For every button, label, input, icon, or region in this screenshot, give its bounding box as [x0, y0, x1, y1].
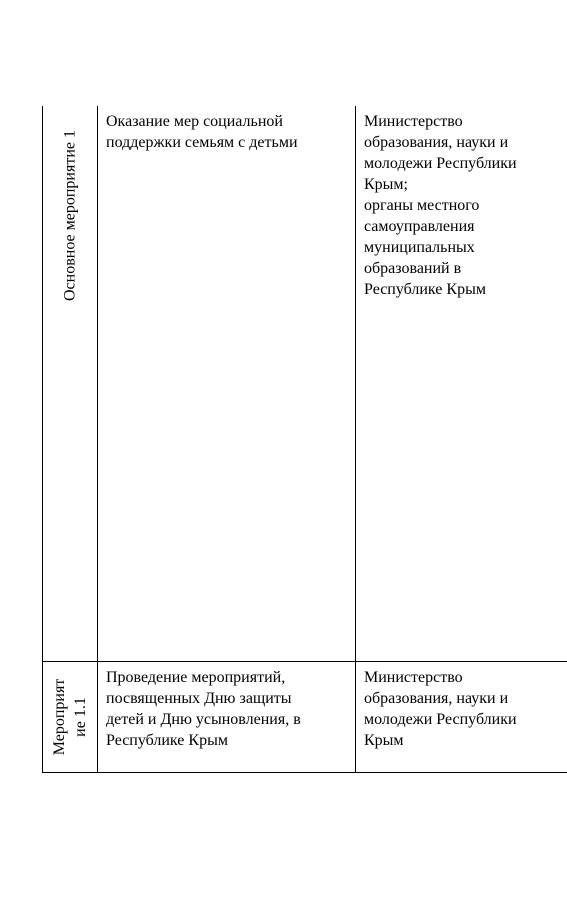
- event-executor: Министерство образования, науки и молодежи Республики Крым: [364, 669, 517, 749]
- event-description: Оказание мер социальной поддержки семьям с детьми: [106, 113, 298, 151]
- event-name-cell: [43, 106, 98, 662]
- table-row: [43, 106, 567, 662]
- event-name-cell: [43, 662, 98, 773]
- table-row: [43, 662, 567, 773]
- executor-cell: [356, 106, 567, 662]
- event-executor: Министерство образования, науки и молодежи Республики Крым; органы местного самоуправления муниципальных образований в Республике Крым: [364, 113, 517, 298]
- description-cell: [98, 106, 356, 662]
- event-description: Проведение мероприятий, посвященных Дню защиты детей и Дню усыновления, в Республике Крым: [106, 669, 301, 749]
- event-name: Основное мероприятие 1: [61, 130, 79, 301]
- program-table: [42, 106, 567, 773]
- event-name: Мероприят ие 1.1: [51, 678, 89, 756]
- description-cell: [98, 662, 356, 773]
- executor-cell: [356, 662, 567, 773]
